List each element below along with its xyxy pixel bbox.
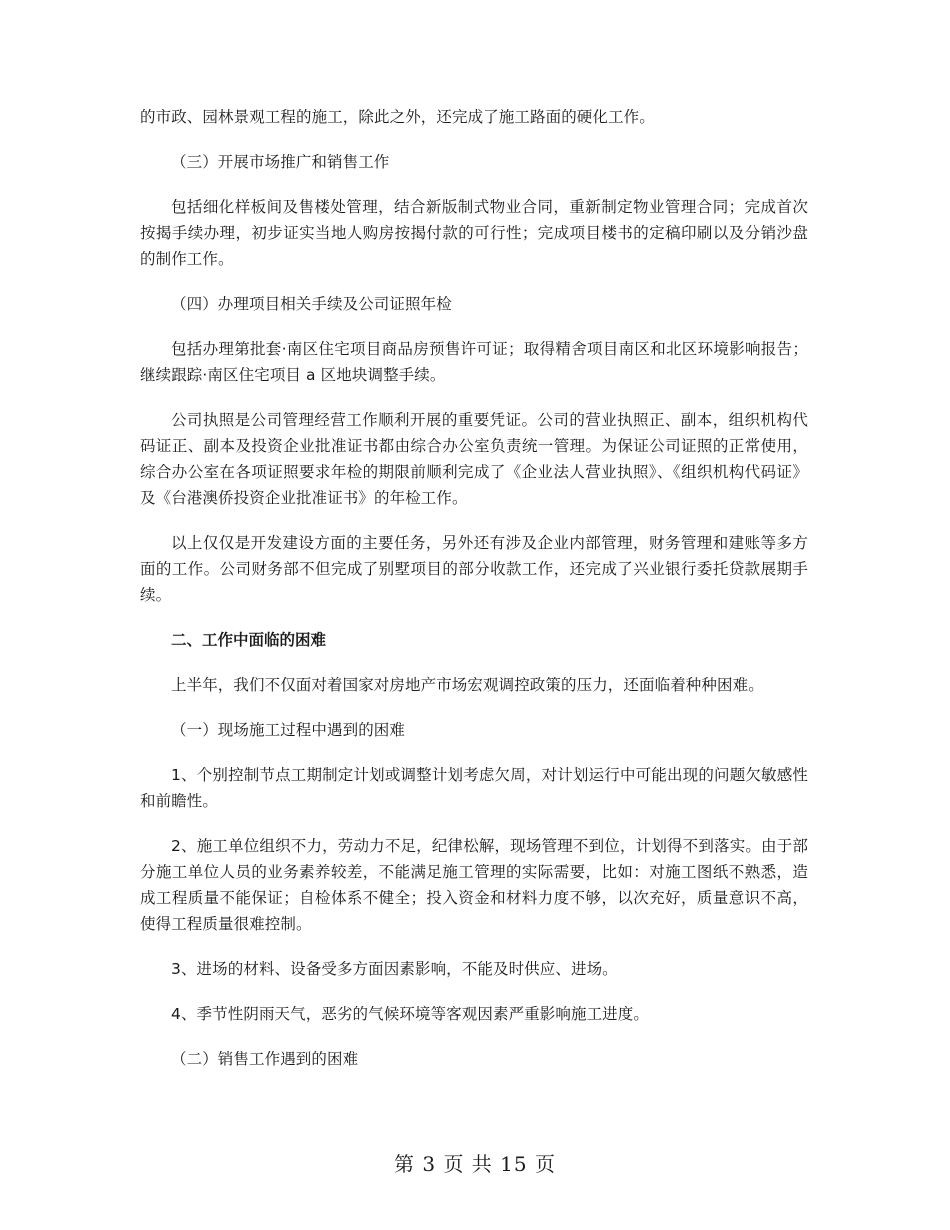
paragraph-summary: 以上仅仅是开发建设方面的主要任务，另外还有涉及企业内部管理，财务管理和建账等多方面的工作。公司财务部不但完成了别墅项目的部分收款工作，还完成了兴业银行委托贷款展期手续。 (140, 534, 808, 604)
list-item-1: 1、个别控制节点工期制定计划或调整计划考虑欠周，对计划运行中可能出现的问题欠敏感性和前瞻性。 (140, 766, 808, 810)
page-number-footer: 第 3 页 共 15 页 (394, 1152, 556, 1176)
paragraph-marketing: 包括细化样板间及售楼处管理，结合新版制式物业合同，重新制定物业管理合同；完成首次按揭手续办理，初步证实当地人购房按揭付款的可行性；完成项目楼书的定稿印刷以及分销沙盘的制作工作。 (140, 198, 808, 268)
section-heading-1: （一）现场施工过程中遇到的困难 (171, 721, 406, 739)
list-item-4: 4、季节性阴雨天气，恶劣的气候环境等客观因素严重影响施工进度。 (171, 1005, 649, 1023)
paragraph-licenses: 公司执照是公司管理经营工作顺利开展的重要凭证。公司的营业执照正、副本，组织机构代码证正、副本及投资企业批准证书都由综合办公室负责统一管理。为保证公司证照的正常使用，综合办公室在各项证照要求年检的期限前顺利完成了《企业法人营业执照》、《组织机构代码证》及《台港澳侨投资企业批准证书》的年检工作。 (140, 411, 808, 507)
section-heading-3: （三）开展市场推广和销售工作 (171, 153, 390, 171)
section-heading-2: （二）销售工作遇到的困难 (171, 1050, 359, 1068)
section-heading-4: （四）办理项目相关手续及公司证照年检 (171, 295, 452, 313)
paragraph-continuation: 的市政、园林景观工程的施工，除此之外，还完成了施工路面的硬化工作。 (140, 108, 655, 126)
chapter-heading-difficulties: 二、工作中面临的困难 (171, 631, 327, 649)
document-body (140, 104, 808, 1091)
list-item-3: 3、进场的材料、设备受多方面因素影响，不能及时供应、进场。 (171, 960, 618, 978)
paragraph-permits: 包括办理第批套·南区住宅项目商品房预售许可证；取得精舍项目南区和北区环境影响报告；继续跟踪·南区住宅项目 a 区地块调整手续。 (140, 340, 808, 384)
list-item-2: 2、施工单位组织不力，劳动力不足，纪律松解，现场管理不到位，计划得不到落实。由于部分施工单位人员的业务素养较差，不能满足施工管理的实际需要，比如：对施工图纸不熟悉，造成工程质量不能保证；自检体系不健全；投入资金和材料力度不够，以次充好，质量意识不高，使得工程质量很难控制。 (140, 837, 808, 933)
paragraph-intro-difficulties: 上半年，我们不仅面对着国家对房地产市场宏观调控政策的压力，还面临着种种困难。 (171, 676, 764, 694)
